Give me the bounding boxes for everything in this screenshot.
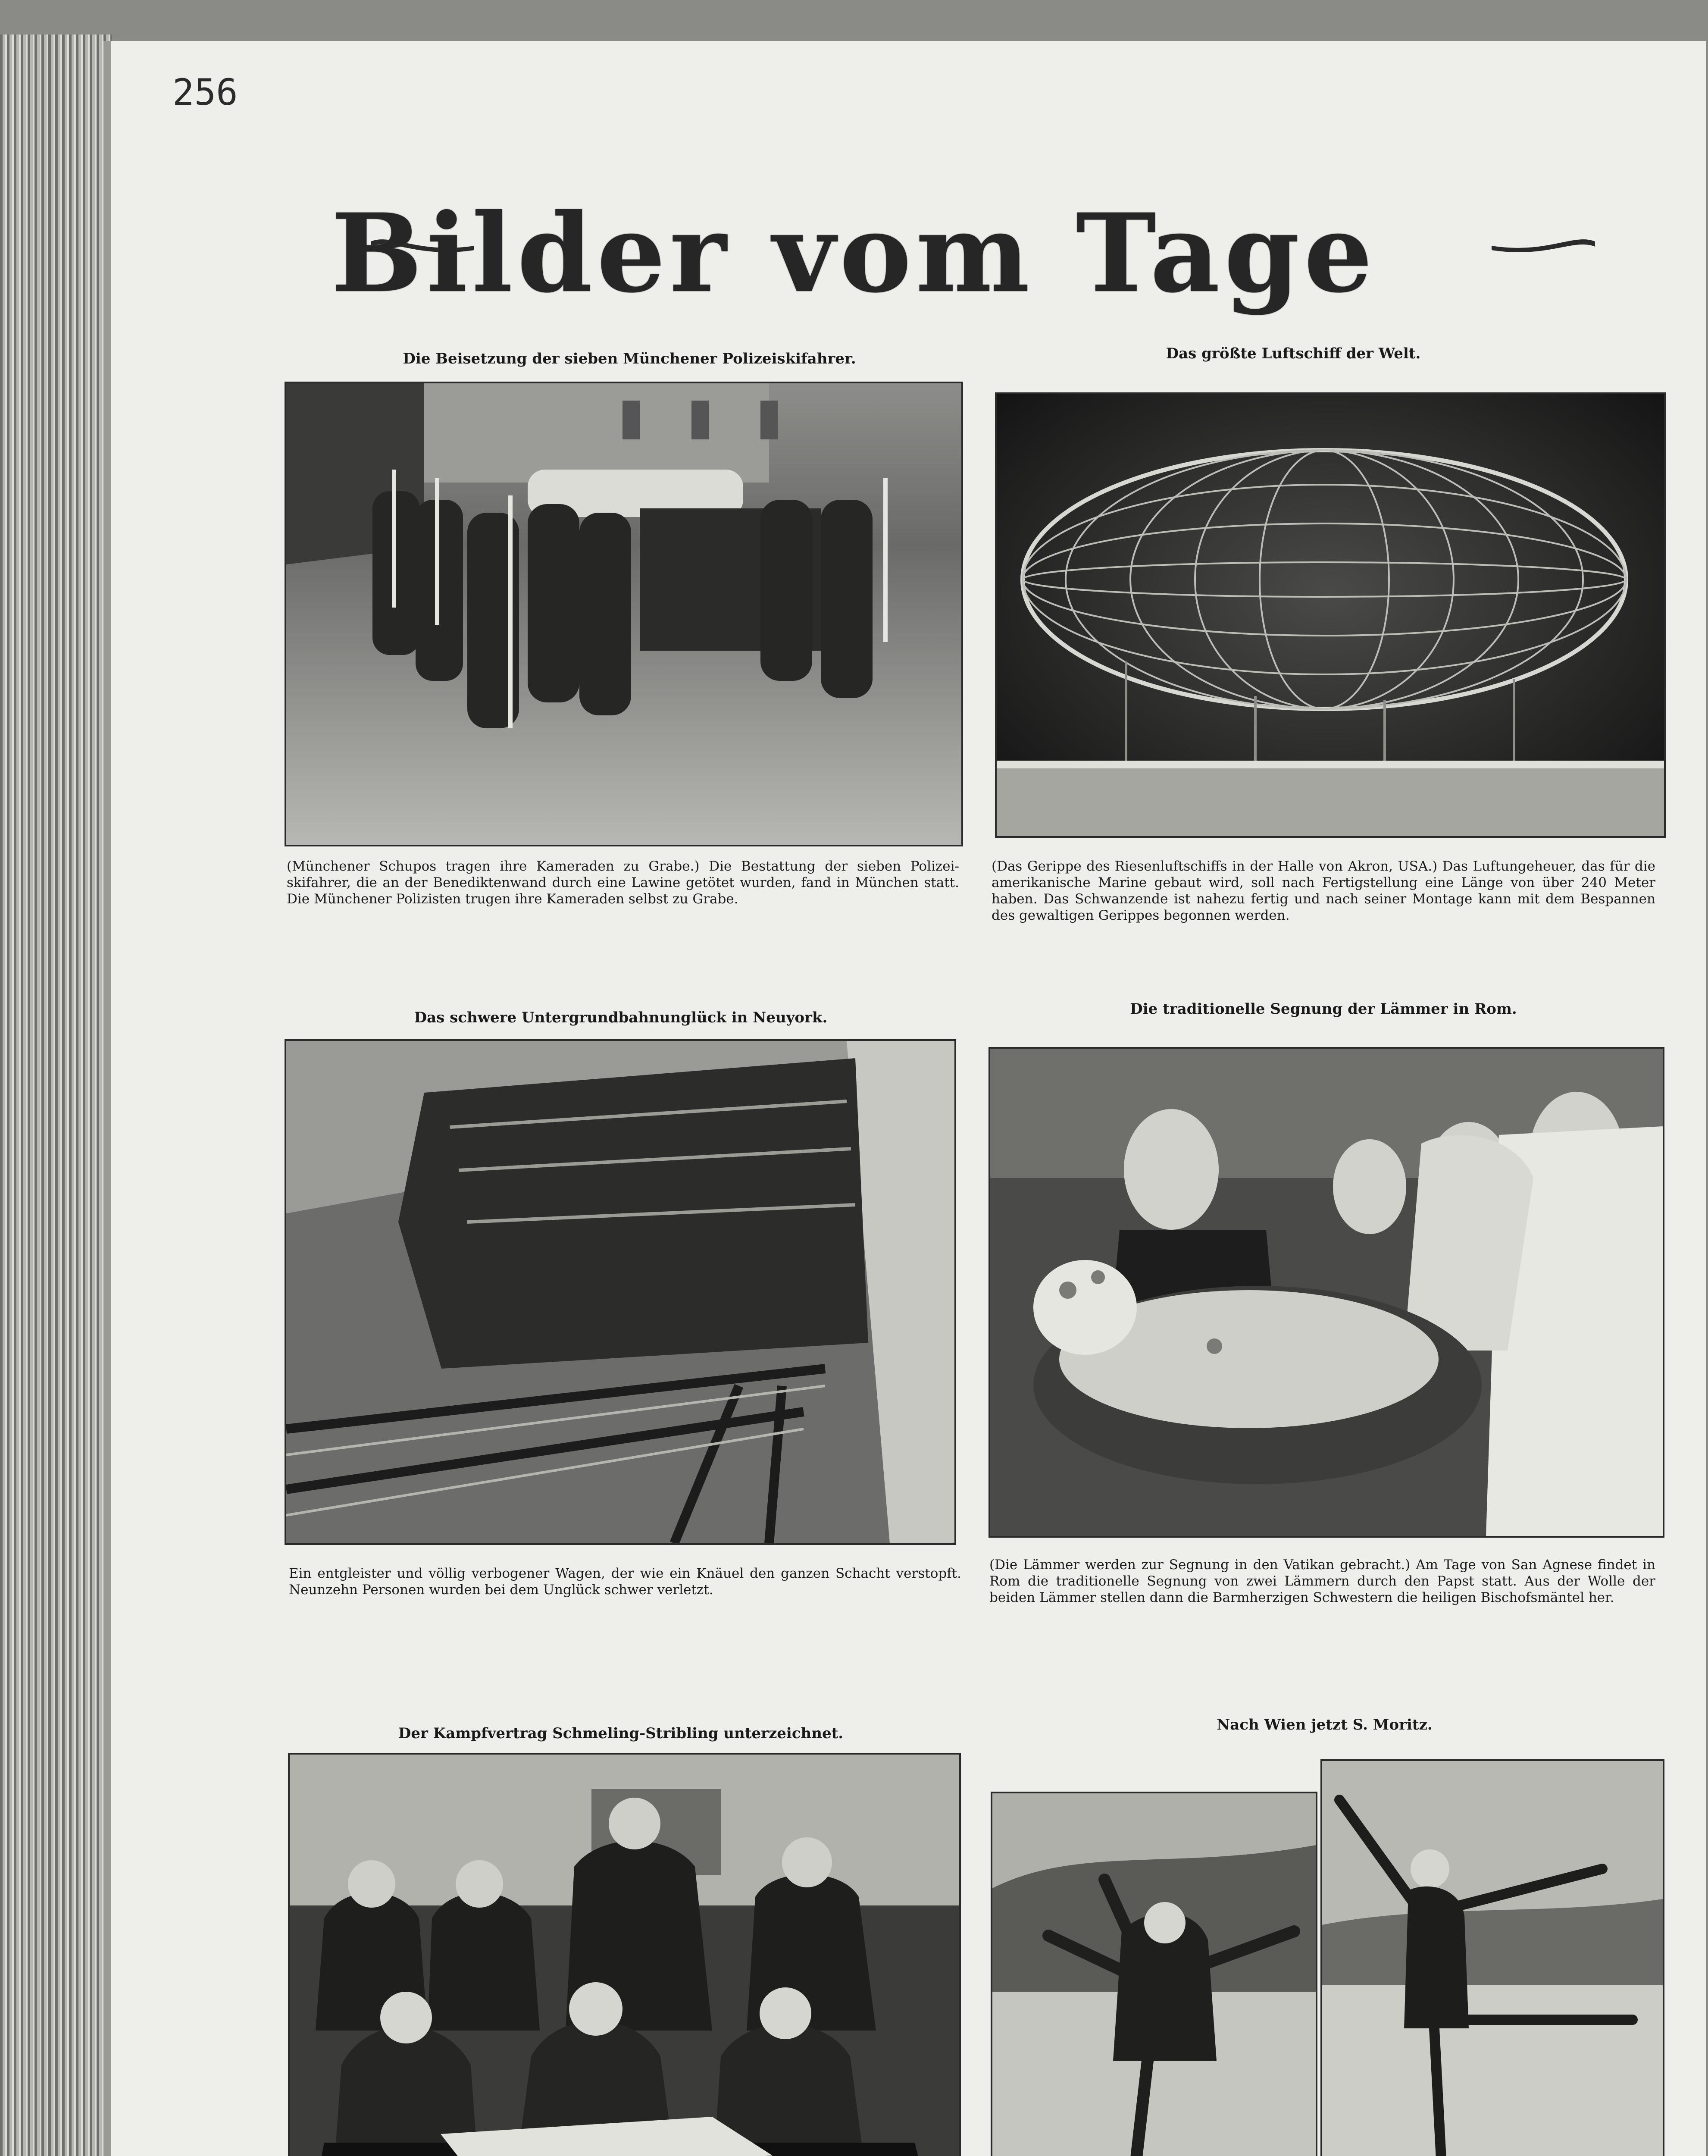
lambs-heading: Die traditionelle Segnung der Lämmer in Rom. bbox=[1130, 1000, 1517, 1018]
contract-heading: Der Kampfvertrag Schmeling-Stribling unterzeichnet. bbox=[398, 1725, 844, 1742]
book-page-edges bbox=[0, 34, 112, 2156]
subway-heading: Das schwere Untergrundbahnunglück in Neuyork. bbox=[414, 1009, 828, 1026]
page-number: 256 bbox=[172, 71, 238, 113]
lambs-photo bbox=[989, 1047, 1664, 1538]
subway-photo bbox=[285, 1039, 956, 1545]
lambs-caption: (Die Lämmer werden zur Segnung in den Vatikan gebracht.) Am Tage von San Agnese findet in Rom die traditionelle Segnung von zwei Lämmern durch den Papst statt. Aus der Wolle der beiden Lämmer stellen dann die Barmherzigen Schwestern die heiligen Bischofsmäntel her. bbox=[989, 1557, 1655, 1605]
funeral-heading: Die Beisetzung der sieben Münchener Polizeiskifahrer. bbox=[403, 350, 856, 367]
airship-photo bbox=[995, 392, 1666, 838]
funeral-photo bbox=[285, 382, 963, 846]
airship-caption: (Das Gerippe des Riesenluftschiffs in der Halle von Akron, USA.) Das Luftungeheuer, das für die amerikanische Marine gebaut wird, soll nach Fertigstellung eine Länge von über 240 Meter haben. Das Schwanzende ist nahezu fertig und nach seiner Montage kann mit dem Bespannen des gewaltigen Gerippes begonnen werden. bbox=[992, 859, 1655, 923]
skater-right-photo bbox=[1320, 1759, 1664, 2156]
page-title: Bilder vom Tage bbox=[331, 190, 1377, 317]
right-ornament-icon bbox=[1487, 233, 1599, 259]
contract-photo bbox=[288, 1753, 961, 2156]
airship-heading: Das größte Luftschiff der Welt. bbox=[1166, 345, 1421, 362]
subway-caption: Ein entgleister und völlig verbogener Wagen, der wie ein Knäuel den ganzen Schacht verstopft. Neunzehn Personen wurden bei dem Unglück schwer verletzt. bbox=[289, 1566, 961, 1598]
funeral-caption: (Münchener Schupos tragen ihre Kameraden zu Grabe.) Die Bestattung der sieben Polizei-skifahrer, die an der Benediktenwand durch eine Lawine getötet wurden, fand in München statt. Die Münchener Polizisten trugen ihre Kameraden selbst zu Grabe. bbox=[287, 859, 959, 907]
skater-left-photo bbox=[991, 1792, 1317, 2156]
skaters-heading: Nach Wien jetzt S. Moritz. bbox=[1217, 1716, 1433, 1733]
